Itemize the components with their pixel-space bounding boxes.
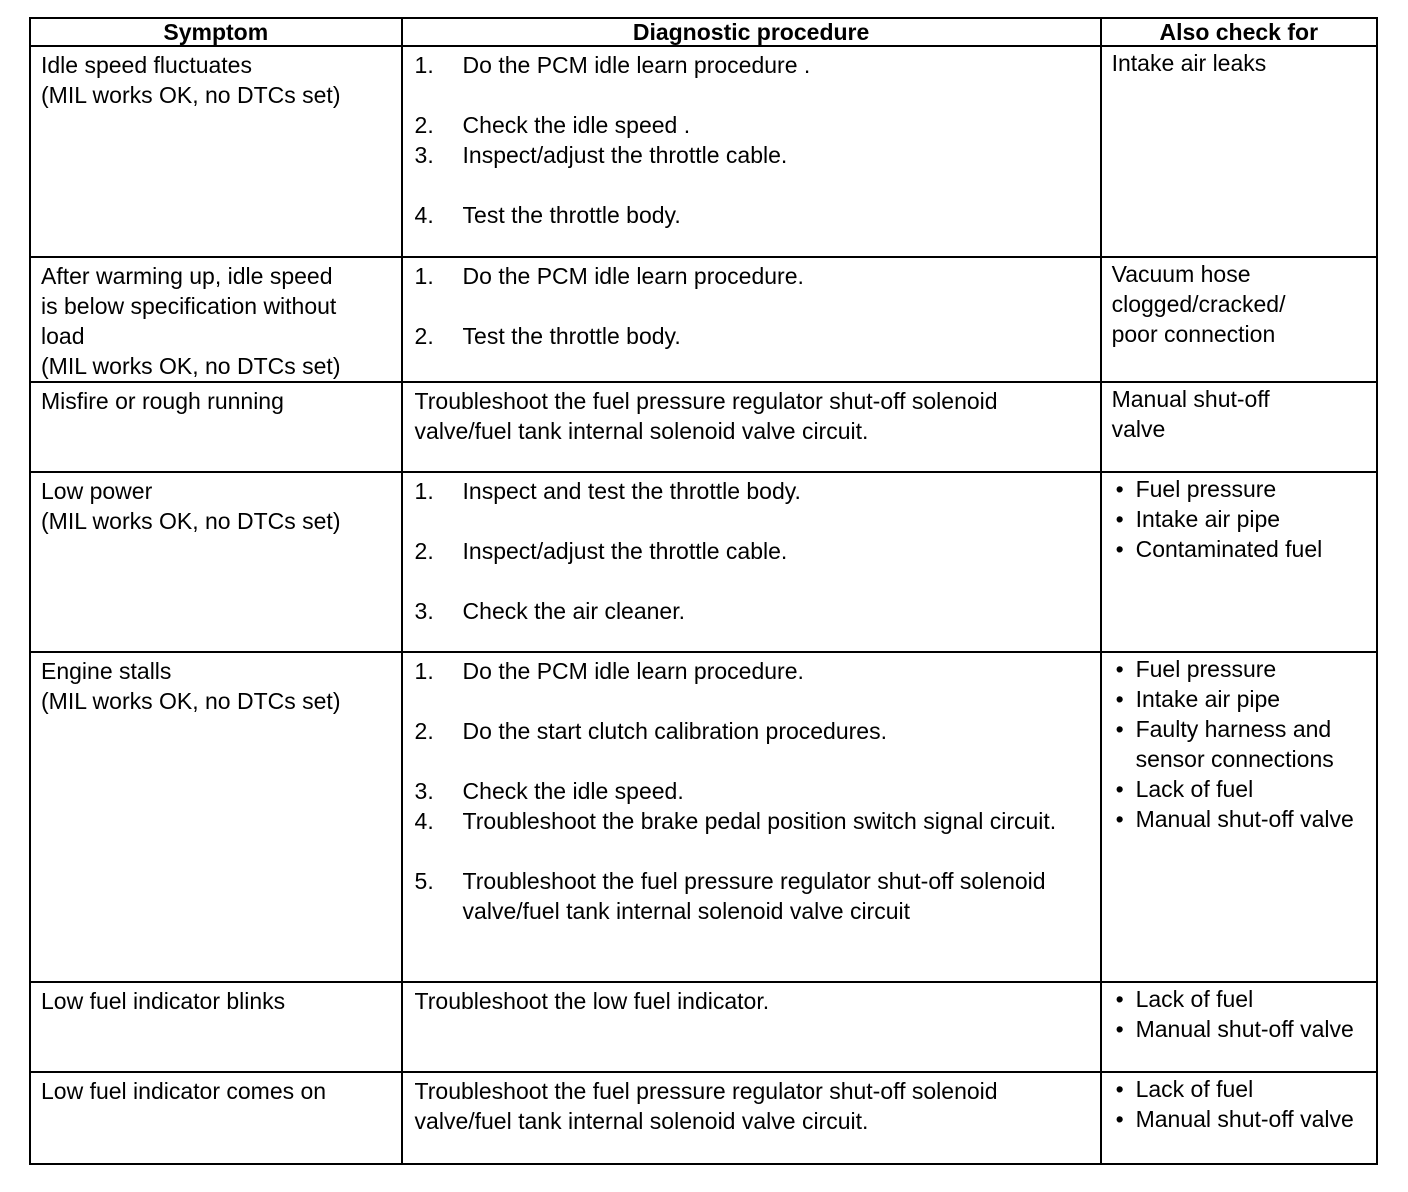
bullet-text: Manual shut-off valve	[1135, 1016, 1354, 1042]
list-item	[1112, 504, 1368, 534]
list-item	[1112, 1074, 1368, 1104]
symptom-cell	[30, 652, 402, 982]
procedure-line: Troubleshoot the fuel pressure regulator shut-off solenoid	[414, 388, 998, 414]
list-item	[1112, 534, 1368, 564]
step-text: Test the throttle body.	[462, 323, 681, 349]
step-text: Do the PCM idle learn procedure.	[462, 658, 804, 684]
symptom-cell	[30, 46, 402, 257]
step-number: 5.	[414, 868, 434, 894]
procedure-line: valve/fuel tank internal solenoid valve circuit.	[414, 1108, 869, 1134]
symptom-cell	[30, 257, 402, 382]
step-text: Check the air cleaner.	[462, 598, 685, 624]
bullet-icon: •	[1115, 1016, 1124, 1042]
step-text: Troubleshoot the fuel pressure regulator shut-off solenoid valve/fuel tank internal solenoid valve circuit	[462, 868, 1046, 924]
also-check-list	[1112, 1074, 1368, 1134]
step-number: 1.	[414, 263, 434, 289]
symptom-line: Engine stalls	[41, 658, 172, 684]
bullet-icon: •	[1115, 776, 1124, 802]
bullet-icon: •	[1115, 506, 1124, 532]
list-item	[1112, 774, 1368, 804]
header-symptom: Symptom	[30, 18, 402, 46]
bullet-text: Contaminated fuel	[1135, 536, 1323, 562]
symptom-line: Low fuel indicator comes on	[41, 1078, 327, 1104]
bullet-icon: •	[1115, 536, 1124, 562]
also-check-cell	[1101, 472, 1377, 652]
step-text: Do the start clutch calibration procedures.	[462, 718, 887, 744]
procedure-step	[415, 536, 1090, 566]
also-check-cell	[1101, 382, 1377, 472]
list-item	[1112, 984, 1368, 1014]
step-number: 2.	[414, 112, 434, 138]
procedure-step	[415, 261, 1090, 291]
procedure-step	[415, 50, 1090, 80]
also-check-line: valve	[1111, 416, 1166, 442]
step-text: Do the PCM idle learn procedure.	[462, 263, 804, 289]
procedure-line: Troubleshoot the fuel pressure regulator shut-off solenoid	[414, 1078, 998, 1104]
step-number: 2.	[414, 718, 434, 744]
bullet-text: Intake air pipe	[1135, 686, 1281, 712]
list-item	[1112, 714, 1368, 774]
step-number: 2.	[414, 323, 434, 349]
step-number: 2.	[414, 538, 434, 564]
bullet-text: Fuel pressure	[1135, 476, 1277, 502]
procedure-step	[415, 596, 1090, 626]
step-number: 3.	[414, 142, 434, 168]
step-text: Troubleshoot the brake pedal position switch signal circuit.	[462, 808, 1057, 834]
procedure-step	[415, 866, 1090, 926]
procedure-cell	[402, 652, 1101, 982]
step-text: Do the PCM idle learn procedure .	[462, 52, 811, 78]
procedure-cell	[402, 472, 1101, 652]
header-also-check-for: Also check for	[1101, 18, 1377, 46]
header-diagnostic-procedure: Diagnostic procedure	[402, 18, 1101, 46]
procedure-cell	[402, 1072, 1101, 1164]
bullet-icon: •	[1115, 686, 1124, 712]
procedure-step	[415, 776, 1090, 806]
bullet-text: Lack of fuel	[1135, 776, 1254, 802]
also-check-cell	[1101, 1072, 1377, 1164]
symptom-line: (MIL works OK, no DTCs set)	[41, 82, 341, 108]
procedure-step	[415, 476, 1090, 506]
diagnostic-table	[29, 17, 1378, 1165]
step-text: Inspect and test the throttle body.	[462, 478, 801, 504]
symptom-cell	[30, 982, 402, 1072]
bullet-text: Intake air pipe	[1135, 506, 1281, 532]
symptom-line: is below specification without	[41, 293, 337, 319]
step-number: 4.	[414, 202, 434, 228]
symptom-cell	[30, 1072, 402, 1164]
procedure-cell	[402, 982, 1101, 1072]
bullet-icon: •	[1115, 1076, 1124, 1102]
bullet-icon: •	[1115, 476, 1124, 502]
symptom-cell	[30, 382, 402, 472]
symptom-line: Low power	[41, 478, 153, 504]
table-row	[30, 46, 1377, 257]
bullet-text: Manual shut-off valve	[1135, 806, 1354, 832]
symptom-line: (MIL works OK, no DTCs set)	[41, 508, 341, 534]
symptom-line: load	[41, 323, 85, 349]
symptom-line: Misfire or rough running	[41, 388, 284, 414]
also-check-line: poor connection	[1111, 321, 1276, 347]
procedure-cell	[402, 46, 1101, 257]
step-number: 1.	[414, 52, 434, 78]
step-text: Inspect/adjust the throttle cable.	[462, 142, 788, 168]
step-text: Test the throttle body.	[462, 202, 681, 228]
step-text: Inspect/adjust the throttle cable.	[462, 538, 788, 564]
list-item	[1112, 1014, 1368, 1044]
symptom-cell	[30, 472, 402, 652]
list-item	[1112, 654, 1368, 684]
list-item	[1112, 1104, 1368, 1134]
procedure-step	[415, 806, 1090, 836]
bullet-text: Lack of fuel	[1135, 986, 1254, 1012]
procedure-steps	[415, 261, 1090, 351]
bullet-icon: •	[1115, 1106, 1124, 1132]
table-row	[30, 1072, 1377, 1164]
procedure-cell	[402, 382, 1101, 472]
procedure-line: Troubleshoot the low fuel indicator.	[414, 988, 770, 1014]
also-check-list	[1112, 984, 1368, 1044]
table-row	[30, 382, 1377, 472]
procedure-step	[415, 140, 1090, 170]
also-check-line: Vacuum hose	[1111, 261, 1251, 287]
step-number: 4.	[414, 808, 434, 834]
step-number: 3.	[414, 598, 434, 624]
procedure-step	[415, 716, 1090, 746]
also-check-cell	[1101, 257, 1377, 382]
list-item	[1112, 804, 1368, 834]
also-check-list	[1112, 474, 1368, 564]
table-row	[30, 982, 1377, 1072]
bullet-icon: •	[1115, 806, 1124, 832]
bullet-text: Lack of fuel	[1135, 1076, 1254, 1102]
also-check-line: Intake air leaks	[1111, 50, 1267, 76]
bullet-icon: •	[1115, 656, 1124, 682]
procedure-step	[415, 200, 1090, 230]
symptom-line: Low fuel indicator blinks	[41, 988, 286, 1014]
step-number: 1.	[414, 658, 434, 684]
procedure-steps	[415, 50, 1090, 230]
symptom-line: (MIL works OK, no DTCs set)	[41, 353, 341, 379]
procedure-steps	[415, 476, 1090, 626]
also-check-line: clogged/cracked/	[1111, 291, 1286, 317]
symptom-line: (MIL works OK, no DTCs set)	[41, 688, 341, 714]
procedure-step	[415, 110, 1090, 140]
also-check-cell	[1101, 46, 1377, 257]
step-number: 3.	[414, 778, 434, 804]
bullet-icon: •	[1115, 986, 1124, 1012]
list-item	[1112, 684, 1368, 714]
table-row	[30, 472, 1377, 652]
also-check-cell	[1101, 652, 1377, 982]
symptom-line: Idle speed fluctuates	[41, 52, 252, 78]
procedure-step	[415, 321, 1090, 351]
bullet-text: Faulty harness and sensor connections	[1135, 716, 1334, 772]
list-item	[1112, 474, 1368, 504]
procedure-steps	[415, 656, 1090, 926]
bullet-text: Manual shut-off valve	[1135, 1106, 1354, 1132]
step-text: Check the idle speed .	[462, 112, 691, 138]
also-check-list	[1112, 654, 1368, 834]
procedure-step	[415, 656, 1090, 686]
also-check-cell	[1101, 982, 1377, 1072]
also-check-line: Manual shut-off	[1111, 386, 1270, 412]
header-row	[30, 18, 1377, 46]
step-text: Check the idle speed.	[462, 778, 684, 804]
procedure-line: valve/fuel tank internal solenoid valve circuit.	[414, 418, 869, 444]
symptom-line: After warming up, idle speed	[41, 263, 333, 289]
procedure-cell	[402, 257, 1101, 382]
table-row	[30, 652, 1377, 982]
table-row	[30, 257, 1377, 382]
step-number: 1.	[414, 478, 434, 504]
bullet-text: Fuel pressure	[1135, 656, 1277, 682]
bullet-icon: •	[1115, 716, 1124, 742]
